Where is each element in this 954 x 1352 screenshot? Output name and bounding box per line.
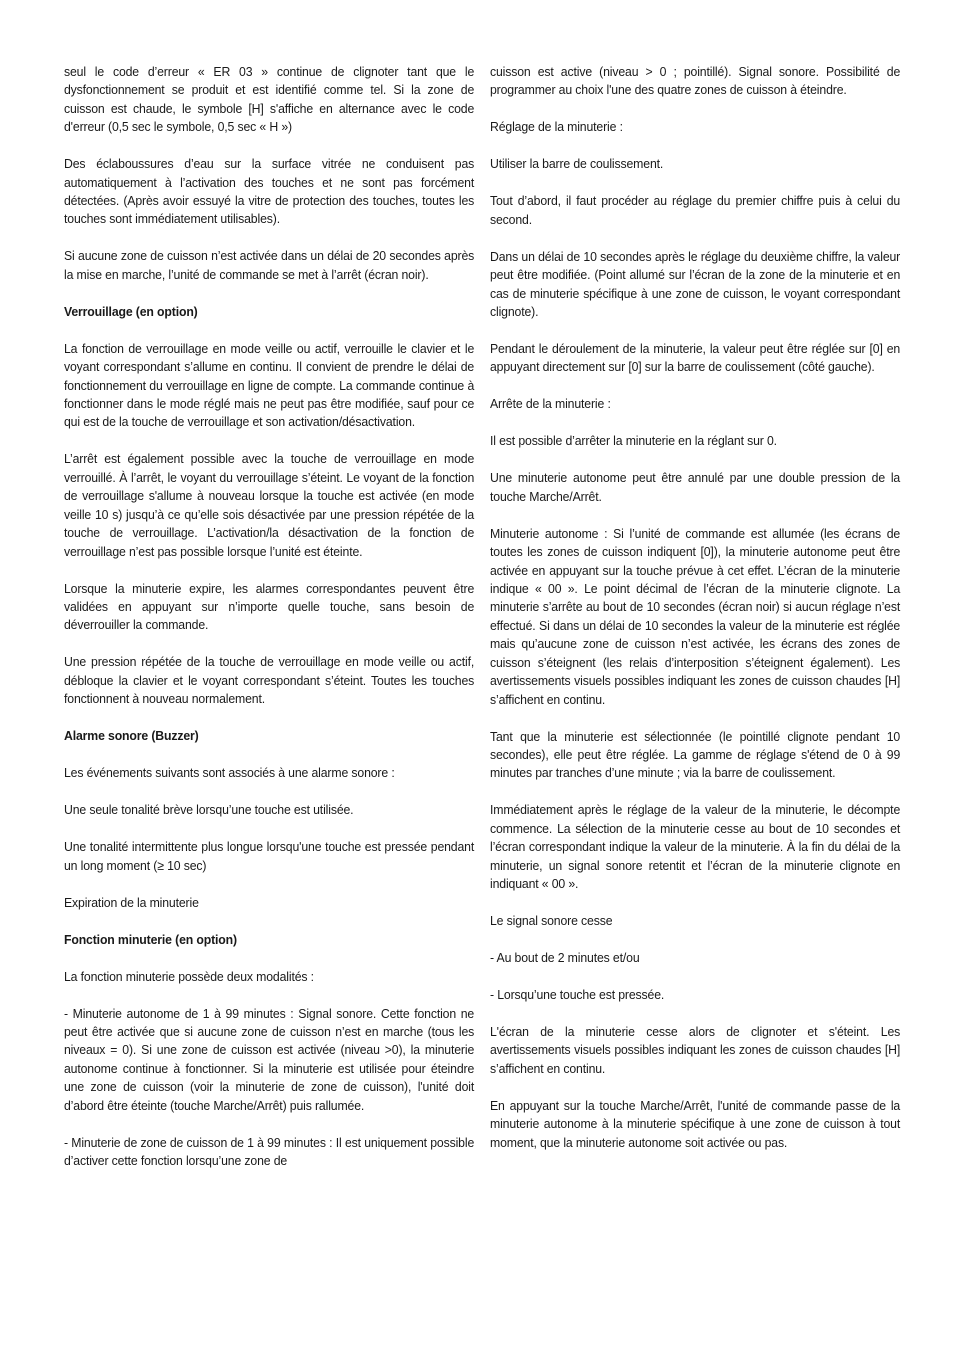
paragraph: Tant que la minuterie est sélectionnée (le pointillé clignote pendant 10 secondes), elle peut être réglée. La gamme de réglage s'étend de 0 à 99 minutes par tranches d’une minute ; via la barre de coulissement. [490, 728, 901, 781]
paragraph: En appuyant sur la touche Marche/Arrêt, l'unité de commande passe de la minuterie autonome à la minuterie spécifique à une zone de cuisson à tout moment, que la minuterie autonome soit activée ou pas. [490, 1097, 901, 1150]
paragraph: Une tonalité intermittente plus longue lorsqu'une touche est pressée pendant un long moment (≥ 10 sec) [64, 839, 475, 873]
paragraph: - Minuterie de zone de cuisson de 1 à 99 minutes : Il est uniquement possible d’activer cette fonction lorsqu’une zone de [64, 1134, 475, 1168]
paragraph: Une pression répétée de la touche de verrouillage en mode veille ou actif, débloque la clavier et le voyant correspondant s’éteint. Toutes les touches fonctionnent à nouveau normalement. [64, 654, 475, 707]
paragraph: Des éclaboussures d’eau sur la surface vitrée ne conduisent pas automatiquement à l’activation des touches et ne sont pas forcément détectées. (Après avoir essuyé la vitre de protection des touches, toutes les touches sont immédiatement utilisables). [64, 156, 475, 227]
section-heading-alarme-sonore: Alarme sonore (Buzzer) [64, 728, 199, 744]
paragraph: Utiliser la barre de coulissement. [490, 156, 664, 172]
paragraph: Arrête de la minuterie : [490, 396, 611, 412]
paragraph: Si aucune zone de cuisson n’est activée dans un délai de 20 secondes après la mise en marche, l’unité de commande se met à l’arrêt (écran noir). [64, 248, 475, 282]
paragraph: Minuterie autonome : Si l’unité de commande est allumée (les écrans de toutes les zones de cuisson indiquent [0]), la minuterie autonome peut être activée en appuyant sur la touche prévue à cet effet. L’écran de la minuterie indique « 00 ». Le point décimal de l’écran de la minuterie clignote. La minuterie s’arrête au bout de 10 secondes (écran noir) si aucun réglage n’est effectué. Si dans un délai de 10 secondes la valeur de la minuterie est réglée mais qu’aucune zone de cuisson n’est activée, les écrans des zones de cuisson s’éteignent (les relais d’interposition s’éteignent également). Les avertissements visuels possibles indiquant les zones de cuisson chaudes [H] s’affichent en continu. [490, 525, 901, 707]
paragraph: L'écran de la minuterie cesse alors de clignoter et s'éteint. Les avertissements visuels possibles indiquant les zones de cuisson chaudes [H] s’affichent en continu. [490, 1023, 901, 1076]
right-column [490, 63, 900, 1171]
paragraph: Pendant le déroulement de la minuterie, la valeur peut être réglée sur [0] en appuyant directement sur [0] sur la barre de coulissement (côté gauche). [490, 341, 901, 375]
left-column [64, 63, 474, 1189]
paragraph: Une minuterie autonome peut être annulé par une double pression de la touche Marche/Arrêt. [490, 470, 901, 504]
paragraph: Une seule tonalité brève lorsqu’une touche est utilisée. [64, 802, 354, 818]
paragraph: Le signal sonore cesse [490, 912, 613, 928]
paragraph: Réglage de la minuterie : [490, 119, 623, 135]
paragraph: Dans un délai de 10 secondes après le réglage du deuxième chiffre, la valeur peut être modifiée. (Point allumé sur l’écran de la zone de la minuterie et en cas de minuterie spécifique à une zone de cuisson, le voyant correspondant clignote). [490, 248, 901, 320]
paragraph: - Lorsqu’une touche est pressée. [490, 986, 665, 1002]
paragraph: L’arrêt est également possible avec la touche de verrouillage en mode verrouillé. À l’arrêt, le voyant du verrouillage s’éteint. Le voyant de la fonction de verrouillage s'allume à nouveau lorsque la touche est activée (en mode veille 10 s) jusqu’à ce qu’elle sois désactivée par une pression répétée de la touche de verrouillage. L’activation/la désactivation de la fonction de verrouillage n’est pas possible lorsque l’unité est éteinte. [64, 451, 475, 559]
paragraph: Immédiatement après le réglage de la valeur de la minuterie, le décompte commence. La sélection de la minuterie cesse au bout de 10 secondes et l’écran correspondant indique la valeur de la minuterie. À la fin du délai de la minuterie, un signal sonore retentit et l’écran de la minuterie clignote en indiquant « 00 ». [490, 802, 901, 891]
paragraph: La fonction minuterie possède deux modalités : [64, 968, 314, 984]
paragraph: seul le code d’erreur « ER 03 » continue de clignoter tant que le dysfonctionnement se produit et est identifié comme tel. Si la zone de cuisson est chaude, le symbole [H] s'affiche en alternance avec le code d'erreur (0,5 sec le symbole, 0,5 sec « H ») [64, 64, 475, 135]
paragraph: Il est possible d’arrêter la minuterie en la réglant sur 0. [490, 433, 777, 449]
paragraph: cuisson est active (niveau > 0 ; pointillé). Signal sonore. Possibilité de programmer au choix l'une des quatre zones de cuisson à éteindre. [490, 64, 901, 98]
paragraph: - Au bout de 2 minutes et/ou [490, 949, 640, 965]
paragraph: - Minuterie autonome de 1 à 99 minutes : Signal sonore. Cette fonction ne peut être activée que si aucune zone de cuisson n’est en marche (tous les niveaux = 0). Si une zone de cuisson est activée (niveau >0), la minuterie autonome continue à fonctionner. Si la minuterie est utilisée pour éteindre une zone de cuisson (voir la minuterie de zone de cuisson), l'unité doit d’abord être éteinte (touche Marche/Arrêt) puis rallumée. [64, 1005, 475, 1113]
section-heading-fonction-minuterie: Fonction minuterie (en option) [64, 931, 237, 947]
paragraph: Expiration de la minuterie [64, 894, 199, 910]
section-heading-verrouillage: Verrouillage (en option) [64, 303, 198, 319]
paragraph: Tout d’abord, il faut procéder au réglage du premier chiffre puis à celui du second. [490, 193, 901, 227]
paragraph: Les événements suivants sont associés à une alarme sonore : [64, 765, 395, 781]
paragraph: La fonction de verrouillage en mode veille ou actif, verrouille le clavier et le voyant correspondant s’allume en continu. Il convient de prendre le délai de fonctionnement du verrouillage en ligne de compte. La commande continue à fonctionner dans le mode réglé mais ne peut pas être modifiée, sauf pour ce qui est de la touche de verrouillage et son activation/désactivation. [64, 340, 475, 430]
paragraph: Lorsque la minuterie expire, les alarmes correspondantes peuvent être validées en appuyant sur n’importe quelle touche, sans besoin de déverrouiller la commande. [64, 580, 475, 633]
